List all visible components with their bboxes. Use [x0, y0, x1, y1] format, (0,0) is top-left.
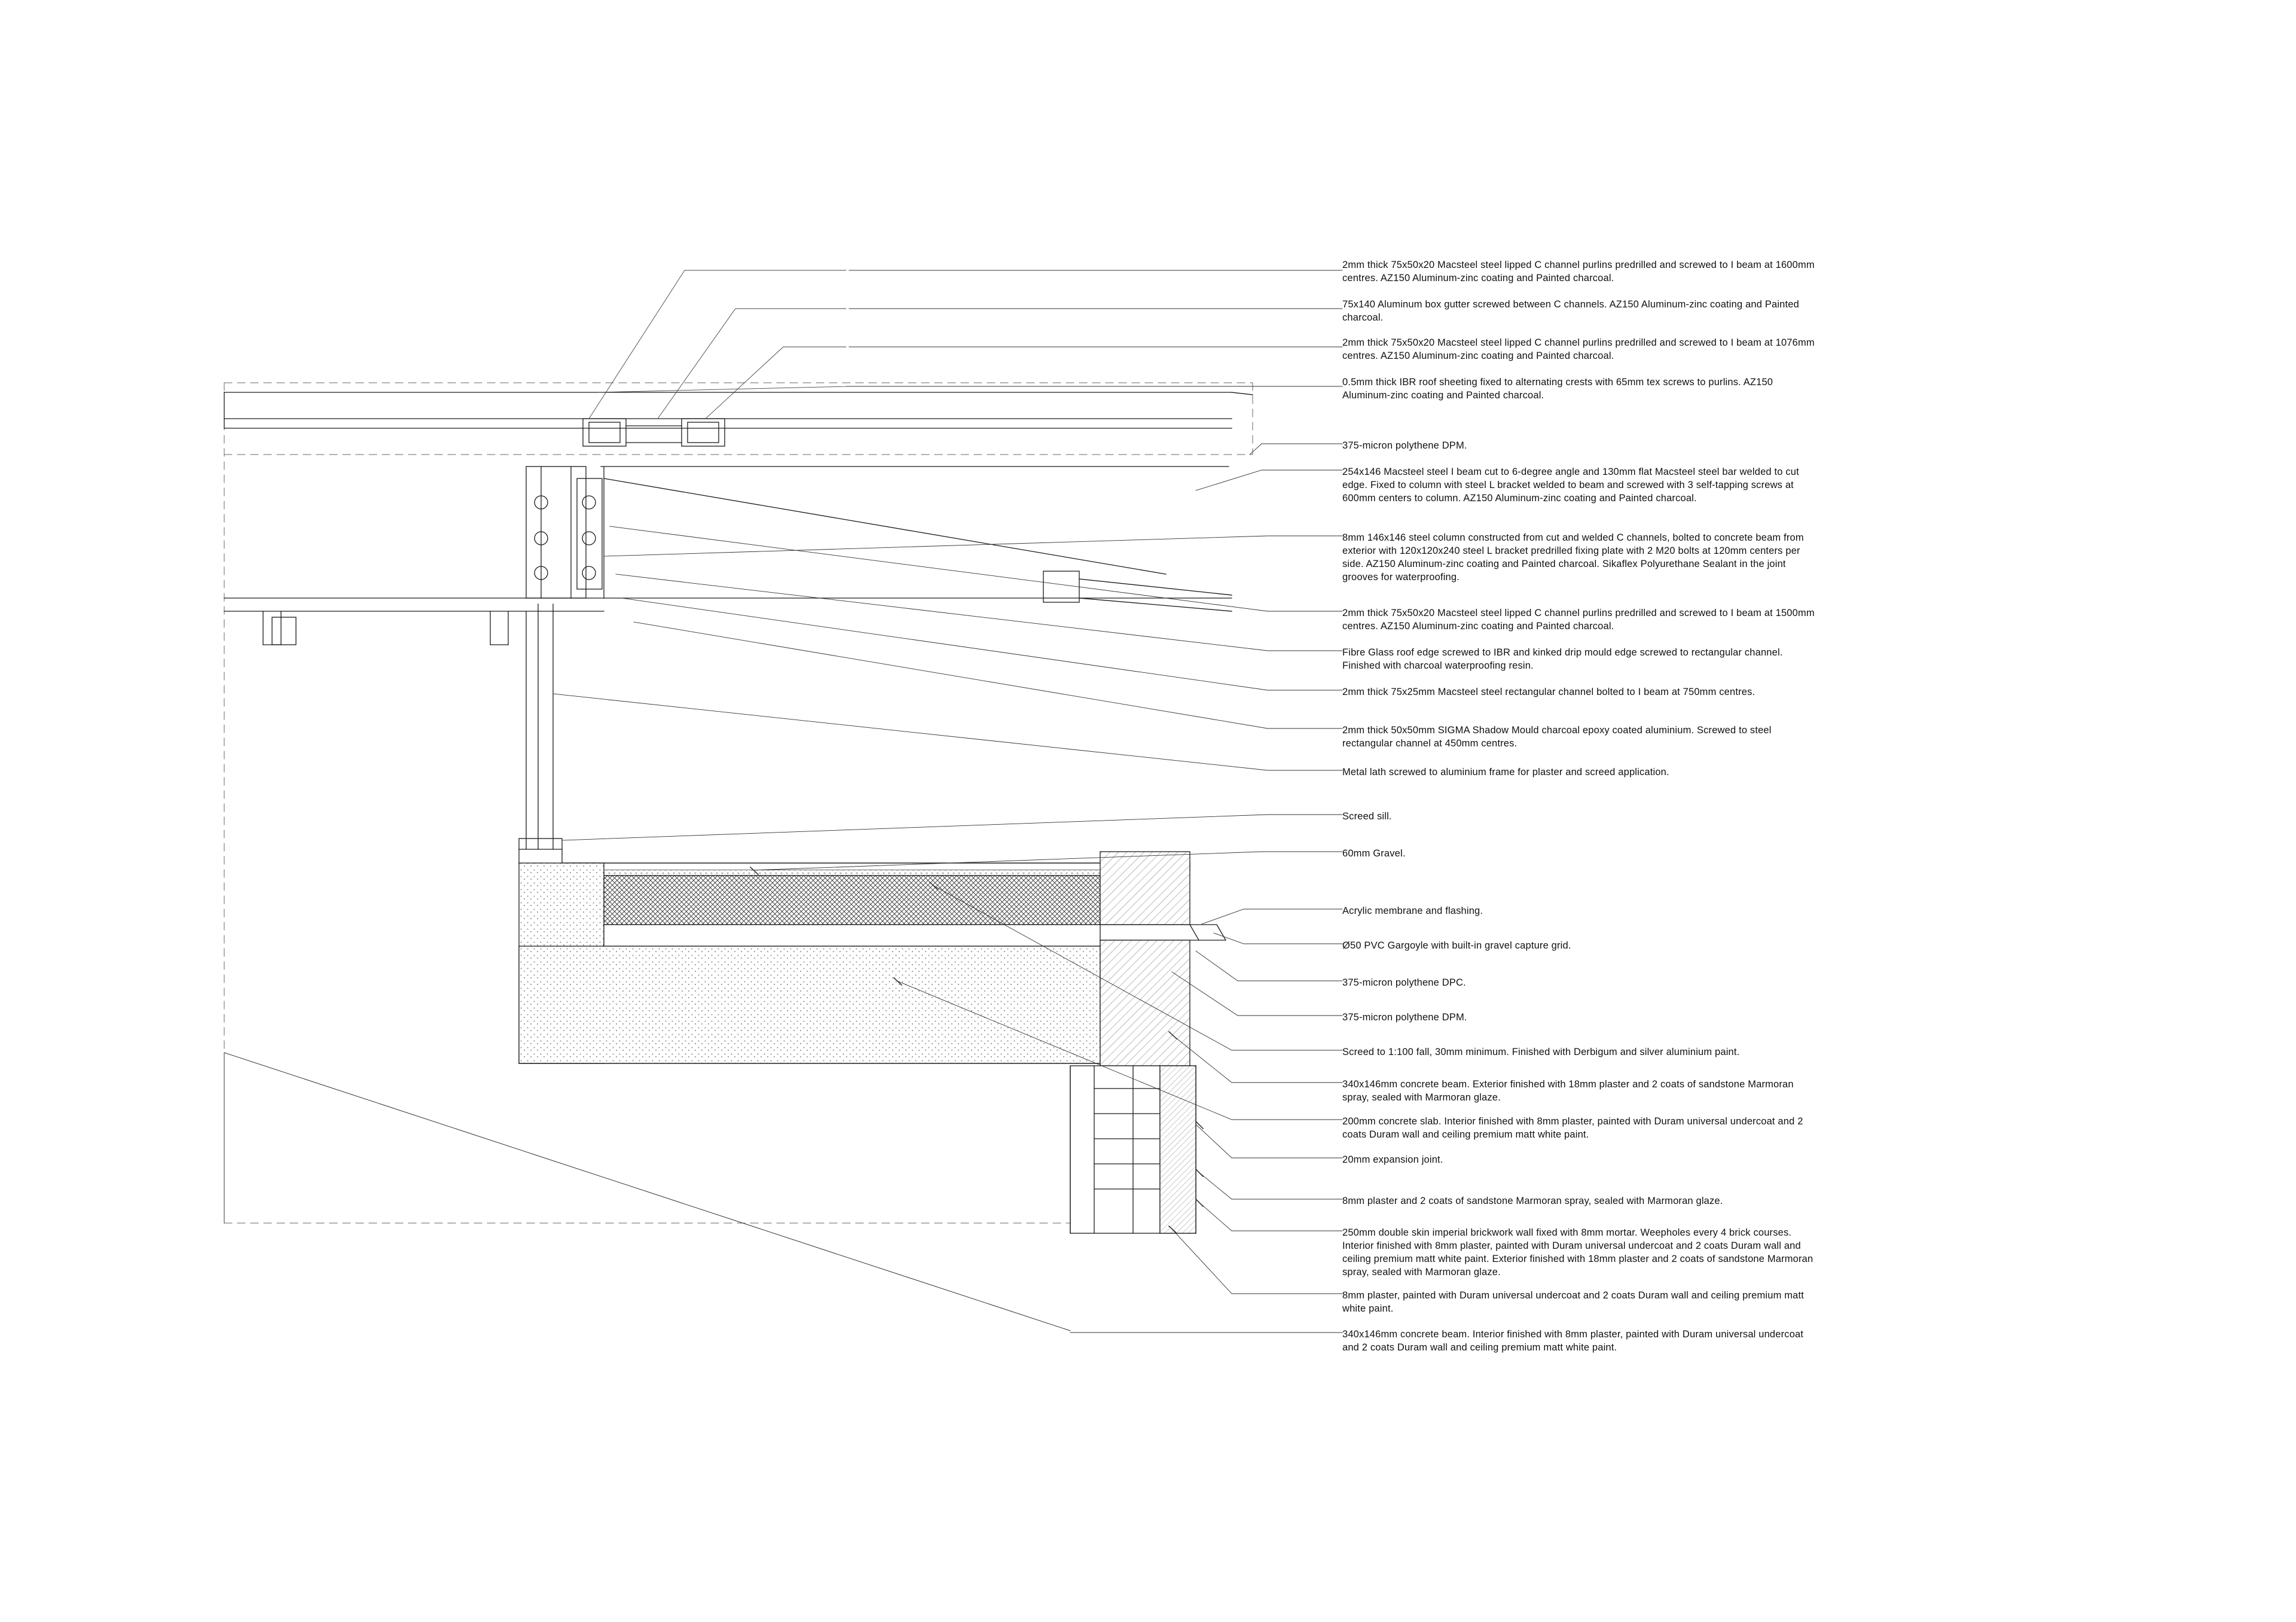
section-cut-line	[224, 1053, 1070, 1331]
annotation-note-text: 8mm plaster, painted with Duram universal undercoat and 2 coats Duram wall and ceiling premium matt white paint.	[1342, 1290, 1805, 1315]
annotation-note-text: 0.5mm thick IBR roof sheeting fixed to alternating crests with 65mm tex screws to purlins. AZ150 Aluminum-zinc coating and Painted charcoal.	[1342, 377, 1773, 401]
annotation-note-text: 340x146mm concrete beam. Exterior finished with 18mm plaster and 2 coats of sandstone Marmoran spray, sealed with Marmoran glaze.	[1342, 1079, 1794, 1103]
annotation-note-text: 375-micron polythene DPM.	[1342, 440, 1467, 451]
annotation-note-text: 2mm thick 75x50x20 Macsteel steel lipped C channel purlins predrilled and screwed to I beam at 1500mm centres. AZ150 Aluminum-zinc coating and Painted charcoal.	[1342, 608, 1815, 632]
annotation-note	[1342, 1194, 1815, 1208]
annotation-note	[1342, 976, 1815, 989]
aluminium-frame-column	[526, 604, 553, 849]
annotation-note-text: 340x146mm concrete beam. Interior finished with 8mm plaster, painted with Duram universal undercoat and 2 coats Duram wall and ceiling premium matt white paint.	[1342, 1329, 1804, 1353]
annotation-note	[1342, 531, 1815, 584]
annotation-note-text: 2mm thick 75x50x20 Macsteel steel lipped C channel purlins predrilled and screwed to I beam at 1076mm centres. AZ150 Aluminum-zinc coating and Painted charcoal.	[1342, 337, 1815, 362]
annotation-note	[1342, 1328, 1815, 1354]
annotation-note-text: 2mm thick 75x25mm Macsteel steel rectangular channel bolted to I beam at 750mm centres.	[1342, 687, 1755, 697]
annotation-note	[1342, 685, 1815, 699]
annotation-note	[1342, 766, 1815, 779]
annotation-note	[1342, 904, 1815, 917]
annotation-note	[1342, 724, 1815, 750]
annotation-note-text: 375-micron polythene DPC.	[1342, 977, 1466, 988]
brickwork-wall	[1070, 1066, 1196, 1233]
annotation-note	[1342, 646, 1815, 672]
screed-sill-assembly	[519, 839, 562, 864]
annotation-note	[1342, 1289, 1815, 1315]
annotation-note-text: Screed to 1:100 fall, 30mm minimum. Finished with Derbigum and silver aluminium paint.	[1342, 1047, 1740, 1057]
annotation-leader-lines	[553, 270, 1342, 1333]
annotation-note-text: 2mm thick 75x50x20 Macsteel steel lipped C channel purlins predrilled and screwed to I beam at 1600mm centres. AZ150 Aluminum-zinc coating and Painted charcoal.	[1342, 260, 1815, 284]
annotation-note	[1342, 336, 1815, 362]
annotation-note-text: 60mm Gravel.	[1342, 848, 1406, 859]
annotation-note-text: 200mm concrete slab. Interior finished with 8mm plaster, painted with Duram universal undercoat and 2 coats Duram wall and ceiling premium matt white paint.	[1342, 1116, 1803, 1141]
annotation-note-text: 254x146 Macsteel steel I beam cut to 6-degree angle and 130mm flat Macsteel steel bar welded to cut edge. Fixed to column with steel L bracket welded to beam and screwed with 3 self-tapping screws at 600mm centers to column. AZ150 Aluminum-zinc coating and Painted charcoal.	[1342, 467, 1799, 504]
annotation-note	[1342, 465, 1815, 505]
annotation-note-text: Screed sill.	[1342, 811, 1392, 822]
annotation-note	[1342, 810, 1815, 823]
annotation-note	[1342, 606, 1815, 633]
steel-i-beam	[526, 467, 602, 598]
annotation-note	[1342, 1078, 1815, 1104]
annotation-note	[1342, 1115, 1815, 1141]
roof-sheeting-assembly	[224, 392, 1253, 428]
annotation-note-text: 75x140 Aluminum box gutter screwed between C channels. AZ150 Aluminum-zinc coating and Painted charcoal.	[1342, 299, 1799, 324]
roof-edge-fascia	[601, 467, 1232, 611]
annotation-note	[1342, 258, 1815, 285]
annotation-note-text: 8mm 146x146 steel column constructed from cut and welded C channels, bolted to concrete beam from exterior with 120x120x240 steel L bracket predrilled fixing plate with 2 M20 bolts at 120mm centers per side. AZ150 Aluminum-zinc coating and Painted charcoal. Sikaflex Polyurethane Sealant in the joint grooves for waterproofing.	[1342, 532, 1804, 583]
annotation-note	[1342, 847, 1815, 860]
annotation-note-text: 250mm double skin imperial brickwork wall fixed with 8mm mortar. Weepholes every 4 brick courses. Interior finished with 8mm plaster, painted with Duram universal undercoat and 2 coats Duram wall and ceiling premium matt white paint. Exterior finished with 18mm plaster and 2 coats of sandstone Marmoran spray, sealed with Marmoran glaze.	[1342, 1227, 1813, 1278]
ceiling-band	[224, 598, 604, 645]
drawing-geometry	[224, 270, 1342, 1333]
annotation-notes-column	[1342, 0, 1833, 1622]
purlin-box-group	[583, 419, 725, 446]
gravel-layer	[562, 863, 1190, 876]
annotation-note	[1342, 298, 1815, 324]
screed-derbigum-layer	[604, 876, 1100, 925]
annotation-note	[1342, 439, 1815, 452]
annotation-note-text: Metal lath screwed to aluminium frame for plaster and screed application.	[1342, 767, 1669, 778]
annotation-note	[1342, 1153, 1815, 1166]
annotation-note	[1342, 1226, 1815, 1279]
annotation-note-text: 375-micron polythene DPM.	[1342, 1012, 1467, 1023]
annotation-note-text: Ø50 PVC Gargoyle with built-in gravel capture grid.	[1342, 940, 1571, 951]
annotation-note-text: 20mm expansion joint.	[1342, 1154, 1443, 1165]
annotation-note-text: 2mm thick 50x50mm SIGMA Shadow Mould charcoal epoxy coated aluminium. Screwed to steel rectangular channel at 450mm centres.	[1342, 725, 1772, 749]
annotation-note	[1342, 939, 1815, 952]
annotation-note	[1342, 1011, 1815, 1024]
annotation-note	[1342, 1045, 1815, 1059]
annotation-note-text: 8mm plaster and 2 coats of sandstone Marmoran spray, sealed with Marmoran glaze.	[1342, 1196, 1723, 1206]
annotation-note-text: Fibre Glass roof edge screwed to IBR and kinked drip mould edge screwed to rectangular channel. Finished with charcoal waterproofing resin.	[1342, 647, 1783, 672]
annotation-note	[1342, 376, 1815, 402]
roof-leader-lines	[589, 270, 849, 419]
annotation-note-text: Acrylic membrane and flashing.	[1342, 905, 1483, 916]
